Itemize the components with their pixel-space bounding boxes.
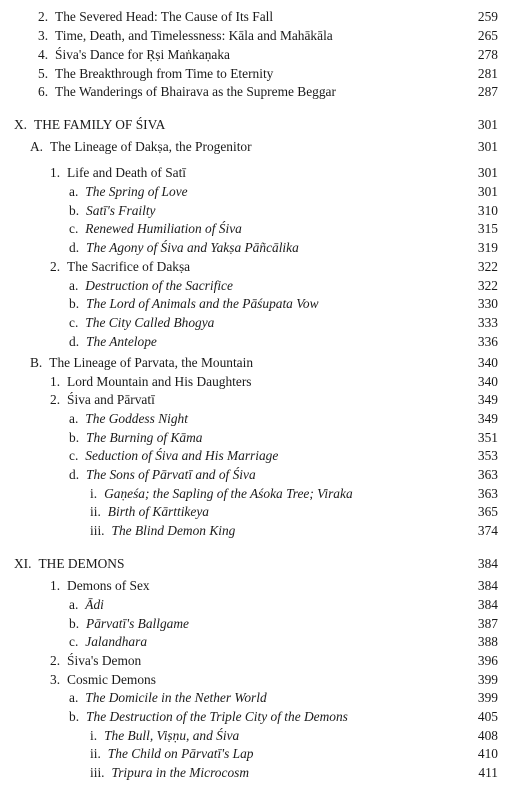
toc-page-number: 349 xyxy=(477,392,498,407)
toc-entry xyxy=(0,614,522,634)
toc-number: c. xyxy=(69,315,79,330)
toc-title: The Sons of Pārvatī and of Śiva xyxy=(86,467,256,482)
toc-title: Seduction of Śiva and His Marriage xyxy=(85,448,279,463)
toc-page-number: 333 xyxy=(477,315,498,330)
toc-entry xyxy=(0,670,522,690)
toc-number: 3. xyxy=(38,28,49,43)
toc-entry xyxy=(0,465,522,485)
toc-page-number: 259 xyxy=(477,9,498,24)
toc-page-number: 363 xyxy=(477,486,498,501)
toc-number: c. xyxy=(69,221,79,236)
toc-entry xyxy=(0,576,522,596)
toc-page-number: 410 xyxy=(477,746,498,761)
toc-page-number: 363 xyxy=(477,467,498,482)
toc-number: a. xyxy=(69,278,79,293)
toc-entry xyxy=(0,688,522,708)
toc-title: Śiva and Pārvatī xyxy=(67,392,155,407)
toc-number: 5. xyxy=(38,66,49,81)
toc-page-number: 322 xyxy=(477,278,498,293)
toc-entry xyxy=(0,726,522,746)
toc-page-number: 301 xyxy=(477,184,498,199)
toc-page-number: 411 xyxy=(478,765,498,780)
toc-entry xyxy=(0,313,522,333)
toc-number: A. xyxy=(30,139,44,154)
toc-number: d. xyxy=(69,240,80,255)
toc-page-number: 301 xyxy=(477,117,498,132)
toc-number: i. xyxy=(90,728,98,743)
toc-entry xyxy=(0,707,522,727)
toc-number: 2. xyxy=(50,259,61,274)
toc-number: 6. xyxy=(38,84,49,99)
toc-number: 2. xyxy=(50,653,61,668)
toc-number: b. xyxy=(69,430,80,445)
toc-entry xyxy=(0,7,522,27)
toc-page-number: 351 xyxy=(477,430,498,445)
toc-title: The Antelope xyxy=(86,334,157,349)
toc-entry xyxy=(0,390,522,410)
toc-page-number: 396 xyxy=(477,653,498,668)
toc-title: Cosmic Demons xyxy=(67,672,156,687)
toc-title: Birth of Kārttikeya xyxy=(107,504,209,519)
toc-title: The Domicile in the Nether World xyxy=(85,690,267,705)
toc-entry xyxy=(0,521,522,541)
toc-title: The Goddess Night xyxy=(85,411,188,426)
toc-number: a. xyxy=(69,690,79,705)
toc-number: ii. xyxy=(90,504,101,519)
toc-page-number: 399 xyxy=(477,690,498,705)
toc-entry xyxy=(0,26,522,46)
toc-entry xyxy=(0,294,522,314)
toc-page-number: 301 xyxy=(477,165,498,180)
toc-number: d. xyxy=(69,467,80,482)
toc-title: Renewed Humiliation of Śiva xyxy=(85,221,242,236)
toc-page-number: 405 xyxy=(477,709,498,724)
toc-page-number: 374 xyxy=(477,523,498,538)
toc-number: ii. xyxy=(90,746,101,761)
toc-number: 3. xyxy=(50,672,61,687)
toc-page-number: 265 xyxy=(477,28,498,43)
toc-number: 1. xyxy=(50,578,61,593)
toc-title: Tripura in the Microcosm xyxy=(111,765,250,780)
toc-page-number: 278 xyxy=(477,47,498,62)
toc-number: X. xyxy=(14,117,28,132)
toc-page-number: 387 xyxy=(477,616,498,631)
toc-title: The Lord of Animals and the Pāśupata Vow xyxy=(86,296,319,311)
toc-entry xyxy=(0,201,522,221)
toc-number: b. xyxy=(69,709,80,724)
toc-title: Ādi xyxy=(85,597,104,612)
toc-entry xyxy=(0,45,522,65)
toc-entry xyxy=(0,238,522,258)
toc-page-number: 319 xyxy=(477,240,498,255)
toc-entry xyxy=(0,554,522,574)
toc-entry xyxy=(0,632,522,652)
toc-title: The Breakthrough from Time to Eternity xyxy=(55,66,274,81)
toc-title: Lord Mountain and His Daughters xyxy=(67,374,252,389)
toc-title: The Wanderings of Bhairava as the Supreme Beggar xyxy=(55,84,336,99)
toc-entry xyxy=(0,219,522,239)
toc-number: c. xyxy=(69,448,79,463)
toc-entry xyxy=(0,137,522,157)
toc-entry xyxy=(0,82,522,102)
toc-number: b. xyxy=(69,296,80,311)
toc-entry xyxy=(0,428,522,448)
toc-page-number: 384 xyxy=(477,556,498,571)
toc-entry xyxy=(0,182,522,202)
toc-title: Satī's Frailty xyxy=(86,203,156,218)
toc-entry xyxy=(0,409,522,429)
toc-entry xyxy=(0,372,522,392)
toc-number: b. xyxy=(69,203,80,218)
toc-number: XI. xyxy=(14,556,32,571)
toc-title: The Blind Demon King xyxy=(111,523,236,538)
toc-page-number: 310 xyxy=(477,203,498,218)
toc-page-number: 384 xyxy=(477,578,498,593)
toc-number: c. xyxy=(69,634,79,649)
toc-title: The Destruction of the Triple City of the Demons xyxy=(86,709,348,724)
toc-entry xyxy=(0,64,522,84)
toc-entry xyxy=(0,276,522,296)
toc-number: a. xyxy=(69,184,79,199)
toc-title: The Bull, Viṣṇu, and Śiva xyxy=(104,728,240,743)
toc-entry xyxy=(0,257,522,277)
toc-number: 2. xyxy=(50,392,61,407)
toc-number: 1. xyxy=(50,165,61,180)
toc-number: iii. xyxy=(90,523,105,538)
toc-page-number: 301 xyxy=(477,139,498,154)
toc-title: The Lineage of Parvata, the Mountain xyxy=(49,355,254,370)
toc-page-number: 340 xyxy=(477,355,498,370)
toc-title: The Burning of Kāma xyxy=(86,430,203,445)
toc-page-number: 365 xyxy=(477,504,498,519)
toc-page-number: 340 xyxy=(477,374,498,389)
toc-entry xyxy=(0,446,522,466)
toc-number: a. xyxy=(69,411,79,426)
toc-title: The City Called Bhogya xyxy=(85,315,215,330)
toc-title: Time, Death, and Timelessness: Kāla and Mahākāla xyxy=(55,28,333,43)
toc-number: a. xyxy=(69,597,79,612)
toc-title: Jalandhara xyxy=(85,634,148,649)
toc-entry xyxy=(0,353,522,373)
toc-title: The Spring of Love xyxy=(85,184,188,199)
toc-entry xyxy=(0,651,522,671)
toc-page-number: 388 xyxy=(477,634,498,649)
toc-title: Pārvatī's Ballgame xyxy=(86,616,189,631)
toc-title: Śiva's Demon xyxy=(67,653,142,668)
toc-number: iii. xyxy=(90,765,105,780)
toc-title: THE DEMONS xyxy=(38,556,125,571)
toc-title: The Child on Pārvatī's Lap xyxy=(107,746,254,761)
toc-title: Destruction of the Sacrifice xyxy=(85,278,233,293)
toc-title: The Sacrifice of Dakṣa xyxy=(67,259,191,274)
toc-page-number: 322 xyxy=(477,259,498,274)
toc-page-number: 281 xyxy=(477,66,498,81)
toc-title: Gaṇeśa; the Sapling of the Aśoka Tree; Viraka xyxy=(104,486,353,501)
toc-title: THE FAMILY OF ŚIVA xyxy=(34,117,166,132)
toc-page-number: 399 xyxy=(477,672,498,687)
toc-number: 1. xyxy=(50,374,61,389)
toc-title: The Lineage of Dakṣa, the Progenitor xyxy=(50,139,252,154)
toc-number: b. xyxy=(69,616,80,631)
toc-page-number: 349 xyxy=(477,411,498,426)
toc-number: B. xyxy=(30,355,43,370)
toc-entry xyxy=(0,763,522,783)
toc-page-number: 315 xyxy=(477,221,498,236)
toc-entry xyxy=(0,595,522,615)
toc-entry xyxy=(0,502,522,522)
toc-number: d. xyxy=(69,334,80,349)
toc-entry xyxy=(0,332,522,352)
toc-title: The Agony of Śiva and Yakṣa Pāñcālika xyxy=(86,240,299,255)
toc-page-number: 408 xyxy=(477,728,498,743)
toc-number: 2. xyxy=(38,9,49,24)
toc-title: Śiva's Dance for Ṛṣi Maṅkaṇaka xyxy=(55,47,231,62)
toc-page-number: 287 xyxy=(477,84,498,99)
toc-page-number: 353 xyxy=(477,448,498,463)
toc-number: 4. xyxy=(38,47,49,62)
toc-page-number: 330 xyxy=(477,296,498,311)
toc-number: i. xyxy=(90,486,98,501)
toc-page-number: 336 xyxy=(477,334,498,349)
toc-title: Demons of Sex xyxy=(67,578,150,593)
toc-title: The Severed Head: The Cause of Its Fall xyxy=(55,9,274,24)
toc-page-number: 384 xyxy=(477,597,498,612)
toc-entry xyxy=(0,484,522,504)
toc-entry xyxy=(0,163,522,183)
toc-entry xyxy=(0,115,522,135)
toc-entry xyxy=(0,744,522,764)
toc-title: Life and Death of Satī xyxy=(67,165,187,180)
